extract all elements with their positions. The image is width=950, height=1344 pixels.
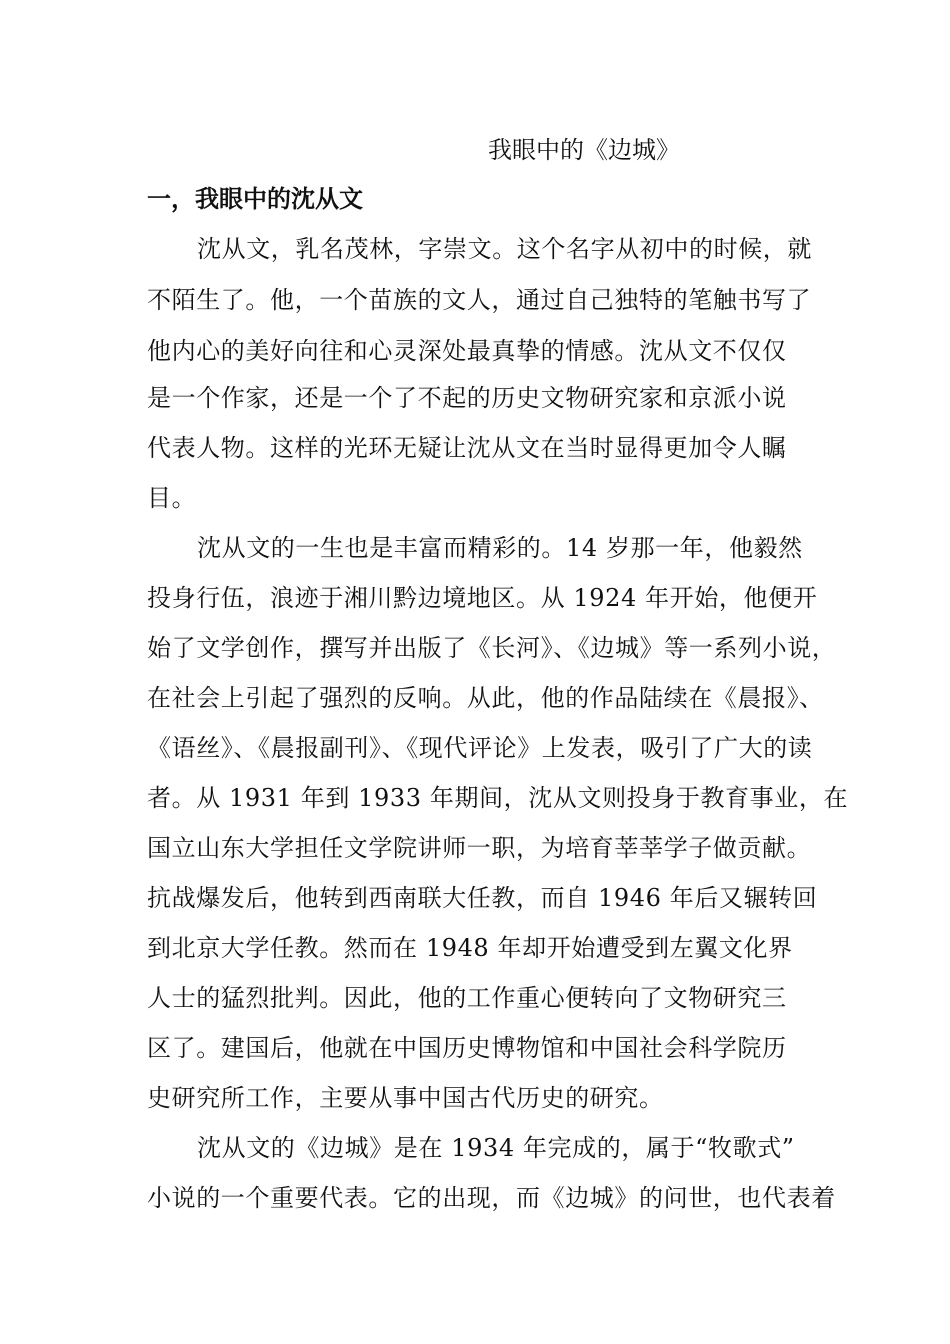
paragraph-2-line-7: 国立山东大学担任文学院讲师一职，为培育莘莘学子做贡献。	[147, 834, 812, 862]
paragraph-2-line-5: 《语丝》、《晨报副刊》、《现代评论》上发表，吸引了广大的读	[147, 734, 813, 762]
paragraph-2-line-11: 区了。建国后，他就在中国历史博物馆和中国社会科学院历	[147, 1034, 787, 1062]
paragraph-2-line-12: 史研究所工作，主要从事中国古代历史的研究。	[147, 1084, 664, 1112]
paragraph-2-line-1: 沈从文的一生也是丰富而精彩的。14 岁那一年，他毅然	[197, 534, 803, 562]
paragraph-2-line-8: 抗战爆发后，他转到西南联大任教，而自 1946 年后又辗转回	[147, 884, 818, 912]
paragraph-1-line-4: 是一个作家，还是一个了不起的历史文物研究家和京派小说	[147, 384, 787, 412]
paragraph-1-line-5: 代表人物。这样的光环无疑让沈从文在当时显得更加令人瞩	[147, 434, 787, 462]
paragraph-2-line-2: 投身行伍，浪迹于湘川黔边境地区。从 1924 年开始，他便开	[147, 584, 818, 612]
paragraph-2-line-4: 在社会上引起了强烈的反响。从此，他的作品陆续在《晨报》、	[147, 684, 824, 712]
section-heading: 一，我眼中的沈从文	[147, 184, 363, 213]
paragraph-2-line-9: 到北京大学任教。然而在 1948 年却开始遭受到左翼文化界	[147, 934, 793, 962]
paragraph-3-line-1: 沈从文的《边城》是在 1934 年完成的，属于“牧歌式”	[197, 1134, 795, 1162]
paragraph-1-line-2: 不陌生了。他，一个苗族的文人，通过自己独特的笔触书写了	[147, 286, 812, 314]
paragraph-1-line-6: 目。	[147, 484, 197, 512]
paragraph-2-line-6: 者。从 1931 年到 1933 年期间，沈从文则投身于教育事业，在	[147, 784, 849, 812]
paragraph-2-line-10: 人士的猛烈批判。因此，他的工作重心便转向了文物研究三	[147, 984, 787, 1012]
document-title: 我眼中的《边城》	[488, 136, 680, 164]
paragraph-1-line-1: 沈从文，乳名茂林，字崇文。这个名字从初中的时候，就	[197, 235, 812, 263]
paragraph-3-line-2: 小说的一个重要代表。它的出现，而《边城》的问世，也代表着	[147, 1184, 836, 1212]
paragraph-2-line-3: 始了文学创作，撰写并出版了《长河》、《边城》等一系列小说，	[147, 634, 837, 662]
paragraph-1-line-3: 他内心的美好向往和心灵深处最真挚的情感。沈从文不仅仅	[147, 337, 787, 365]
